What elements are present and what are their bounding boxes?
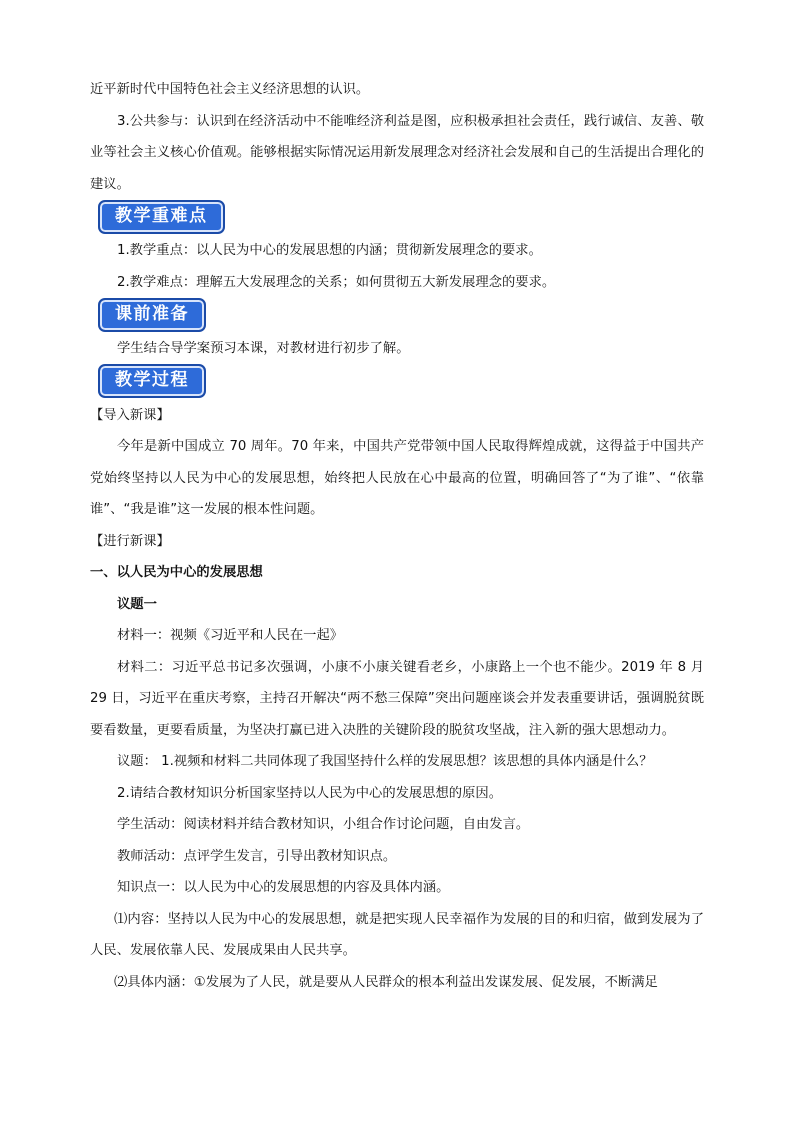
label-intro-lesson: 【导入新课】 <box>90 407 170 423</box>
label-new-lesson: 【进行新课】 <box>90 533 170 549</box>
section-tag-process: 教学过程 <box>98 364 206 398</box>
heading-people-centered: 一、以人民为中心的发展思想 <box>90 565 263 580</box>
paragraph-meaning: ⑵具体内涵：①发展为了人民，就是要从人民群众的根本利益出发谋发展、促发展，不断满足 <box>114 974 658 990</box>
section-tag-preparation: 课前准备 <box>98 298 206 332</box>
paragraph-material-1: 材料一：视频《习近平和人民在一起》 <box>117 628 344 643</box>
paragraph-teacher-activity: 教师活动：点评学生发言，引导出教材知识点。 <box>117 848 397 864</box>
section-tag-key-points: 教学重难点 <box>98 200 225 234</box>
paragraph-key-point-2: 2.教学难点：理解五大发展理念的关系；如何贯彻五大新发展理念的要求。 <box>117 274 556 290</box>
paragraph-key-point-1: 1.教学重点：以人民为中心的发展思想的内涵；贯彻新发展理念的要求。 <box>117 243 542 258</box>
paragraph-intro-lesson: 今年是新中国成立 70 周年。70 年来，中国共产党带领中国人民取得辉煌成就，这得益于中国共产党始终坚持以人民为中心的发展思想，始终把人民放在心中最高的位置，明确回答了“为了谁”、“依靠谁”、“我是谁”这一发展的根本性问题。 <box>90 439 704 517</box>
heading-topic-1: 议题一 <box>117 596 157 612</box>
paragraph-student-activity: 学生活动：阅读材料并结合教材知识，小组合作讨论问题，自由发言。 <box>117 817 530 832</box>
paragraph-preparation: 学生结合导学案预习本课，对教材进行初步了解。 <box>117 341 410 356</box>
section-tag-row-preparation <box>90 298 704 333</box>
section-tag-row-process <box>90 365 704 400</box>
paragraph-material-2: 材料二：习近平总书记多次强调，小康不小康关键看老乡，小康路上一个也不能少。2019 年 8 月 29 日，习近平在重庆考察，主持召开解决“两不愁三保障”突出问题座谈会并发表重要讲话，强调脱贫既要看数量，更要看质量，为坚决打赢已进入决胜的关键阶段的脱贫攻坚战，注入新的强大思想动力。 <box>90 659 704 738</box>
paragraph-intro-tail: 近平新时代中国特色社会主义经济思想的认识。 <box>90 82 370 97</box>
paragraph-knowledge-point-1: 知识点一：以人民为中心的发展思想的内容及具体内涵。 <box>117 880 450 895</box>
paragraph-question-1: 议题： 1.视频和材料二共同体现了我国坚持什么样的发展思想？该思想的具体内涵是什么？ <box>117 754 653 769</box>
section-tag-row-key-points <box>90 200 704 235</box>
paragraph-question-2: 2.请结合教材知识分析国家坚持以人民为中心的发展思想的原因。 <box>117 785 502 801</box>
paragraph-content: ⑴内容：坚持以人民为中心的发展思想，就是把实现人民幸福作为发展的目的和归宿，做到发展为了人民、发展依靠人民、发展成果由人民共享。 <box>90 911 704 958</box>
paragraph-public-participation: 3.公共参与：认识到在经济活动中不能唯经济利益是图，应积极承担社会责任，践行诚信、友善、敬业等社会主义核心价值观。能够根据实际情况运用新发展理念对经济社会发展和自己的生活提出合理化的建议。 <box>90 113 704 192</box>
